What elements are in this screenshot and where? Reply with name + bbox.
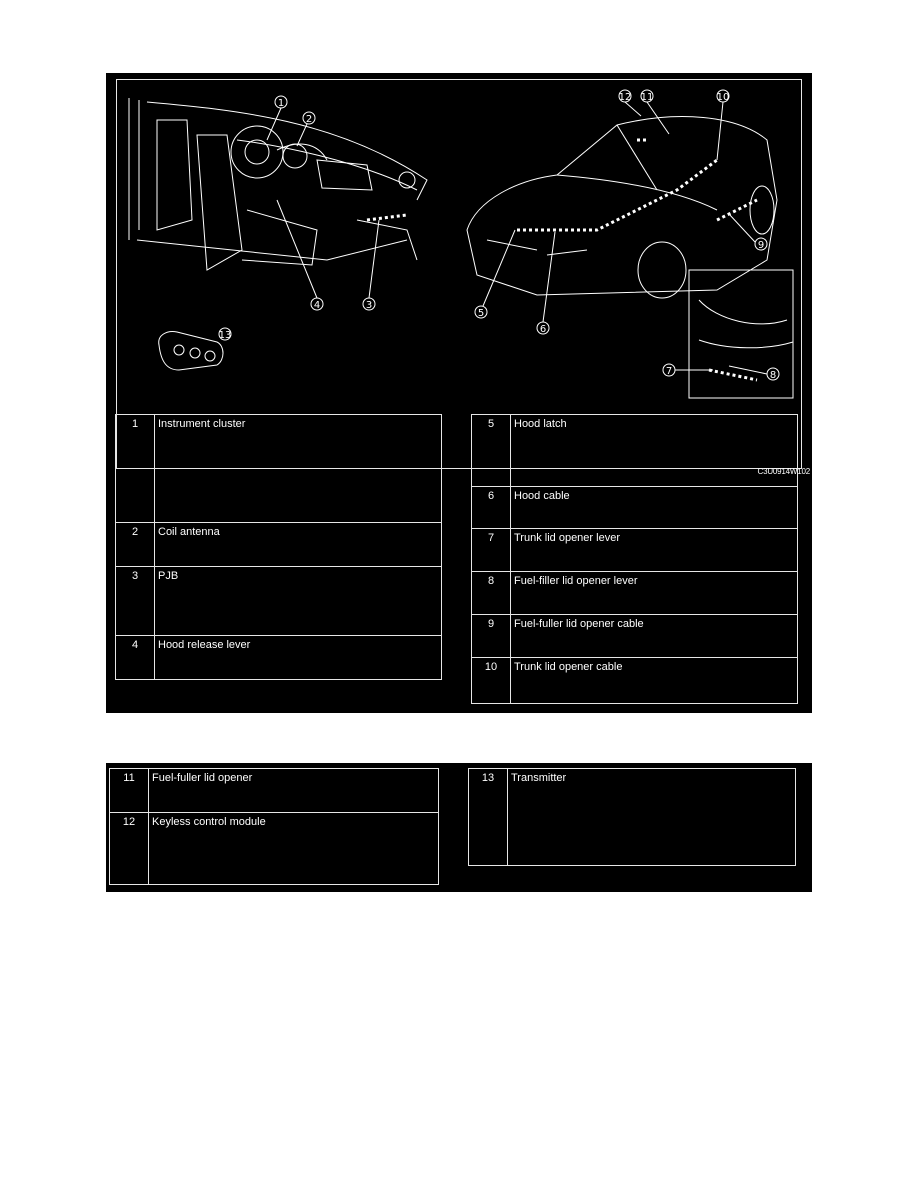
part-name: Transmitter bbox=[508, 769, 796, 866]
table-row bbox=[110, 769, 439, 813]
part-name: Hood release lever bbox=[155, 636, 442, 680]
illustration-svg bbox=[117, 80, 803, 470]
callout-3 bbox=[363, 220, 379, 311]
part-number: 5 bbox=[472, 415, 511, 487]
vehicle-exterior-drawing bbox=[467, 117, 777, 298]
part-name: Instrument cluster bbox=[155, 415, 442, 523]
svg-text:2: 2 bbox=[305, 114, 313, 125]
continued-table-panel bbox=[106, 763, 812, 892]
table-row bbox=[116, 523, 442, 567]
parts-table-bottom-right bbox=[468, 768, 796, 866]
callout-10 bbox=[717, 90, 730, 160]
parts-table-left bbox=[115, 414, 442, 680]
part-name: Fuel-fuller lid opener bbox=[149, 769, 439, 813]
svg-text:4: 4 bbox=[313, 300, 321, 311]
svg-text:9: 9 bbox=[757, 240, 765, 251]
part-number: 2 bbox=[116, 523, 155, 567]
part-name: Trunk lid opener cable bbox=[511, 658, 798, 704]
callout-2 bbox=[297, 112, 315, 146]
part-number: 11 bbox=[110, 769, 149, 813]
svg-text:5: 5 bbox=[477, 308, 485, 319]
parts-table-bottom-left bbox=[109, 768, 439, 885]
callout-6 bbox=[537, 232, 555, 335]
table-row bbox=[472, 487, 798, 529]
svg-text:12: 12 bbox=[618, 92, 632, 103]
part-name: Hood cable bbox=[511, 487, 798, 529]
part-name: Fuel-filler lid opener lever bbox=[511, 572, 798, 615]
part-name: PJB bbox=[155, 567, 442, 636]
svg-text:1: 1 bbox=[277, 98, 285, 109]
callout-11 bbox=[641, 90, 669, 134]
svg-text:3: 3 bbox=[365, 300, 373, 311]
part-name: Fuel-fuller lid opener cable bbox=[511, 615, 798, 658]
svg-text:10: 10 bbox=[716, 92, 730, 103]
callout-5 bbox=[475, 230, 515, 319]
floor-lever-inset bbox=[689, 270, 793, 398]
part-number: 4 bbox=[116, 636, 155, 680]
table-row bbox=[116, 415, 442, 523]
part-number: 3 bbox=[116, 567, 155, 636]
part-number: 7 bbox=[472, 529, 511, 572]
svg-text:6: 6 bbox=[539, 324, 547, 335]
table-row bbox=[472, 415, 798, 487]
callout-12 bbox=[619, 90, 641, 116]
svg-text:13: 13 bbox=[218, 330, 232, 341]
callout-7 bbox=[663, 364, 713, 377]
part-name: Trunk lid opener lever bbox=[511, 529, 798, 572]
part-number: 12 bbox=[110, 813, 149, 885]
part-name: Coil antenna bbox=[155, 523, 442, 567]
table-row bbox=[472, 658, 798, 704]
parts-table-right bbox=[471, 414, 798, 704]
svg-text:8: 8 bbox=[769, 370, 777, 381]
svg-text:7: 7 bbox=[665, 366, 673, 377]
part-name: Hood latch bbox=[511, 415, 798, 487]
part-number: 6 bbox=[472, 487, 511, 529]
table-row bbox=[472, 529, 798, 572]
vehicle-interior-drawing bbox=[129, 98, 427, 270]
part-number: 9 bbox=[472, 615, 511, 658]
callout-9 bbox=[729, 214, 767, 251]
table-row bbox=[469, 769, 796, 866]
table-row bbox=[116, 567, 442, 636]
figure-code: C3U0914W102 bbox=[757, 467, 810, 476]
main-figure-panel bbox=[106, 73, 812, 713]
part-name: Keyless control module bbox=[149, 813, 439, 885]
svg-text:11: 11 bbox=[640, 92, 654, 103]
callout-13 bbox=[219, 328, 232, 341]
part-number: 1 bbox=[116, 415, 155, 523]
table-row bbox=[116, 636, 442, 680]
table-row bbox=[110, 813, 439, 885]
callout-8 bbox=[729, 366, 779, 381]
part-number: 8 bbox=[472, 572, 511, 615]
transmitter-drawing bbox=[159, 332, 223, 370]
part-number: 13 bbox=[469, 769, 508, 866]
part-number: 10 bbox=[472, 658, 511, 704]
table-row bbox=[472, 572, 798, 615]
table-row bbox=[472, 615, 798, 658]
component-location-illustration bbox=[116, 79, 802, 469]
